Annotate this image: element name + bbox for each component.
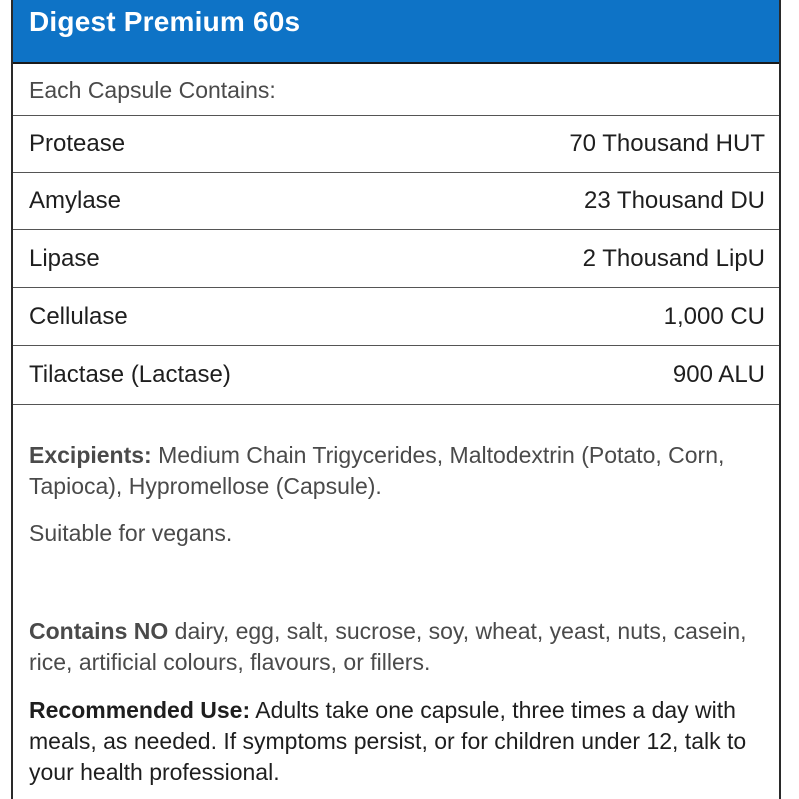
- ingredient-row: [13, 346, 779, 405]
- supplement-facts-panel: [11, 0, 781, 799]
- serving-label: Each Capsule Contains:: [29, 77, 276, 103]
- serving-header: [13, 64, 779, 116]
- recommended-use-paragraph: [29, 695, 769, 788]
- excipients-label: Excipients:: [29, 442, 152, 468]
- excipients-text: Medium Chain Trigycerides, Maltodextrin (Potato, Corn, Tapioca), Hypromellose (Capsule).: [29, 442, 725, 499]
- product-header: [13, 0, 779, 64]
- ingredient-name: Cellulase: [29, 303, 128, 330]
- product-title: Digest Premium 60s: [29, 6, 301, 37]
- recommended-use-text: Adults take one capsule, three times a day with meals, as needed. If symptoms persist, or for children under 12, talk to your health professional.: [29, 697, 747, 785]
- contains-no-label: Contains NO: [29, 618, 169, 644]
- ingredient-row: [13, 116, 779, 173]
- ingredient-name: Protease: [29, 130, 126, 157]
- ingredient-amount: 70 Thousand HUT: [569, 130, 765, 157]
- ingredient-amount: 2 Thousand LipU: [582, 245, 765, 272]
- ingredient-amount: 900 ALU: [672, 361, 765, 388]
- ingredient-amount: 1,000 CU: [663, 303, 765, 330]
- contains-no-text: dairy, egg, salt, sucrose, soy, wheat, yeast, nuts, casein, rice, artificial colours, flavours, or fillers.: [29, 618, 747, 675]
- ingredient-row: [13, 173, 779, 230]
- ingredient-name: Tilactase (Lactase): [29, 361, 231, 388]
- recommended-use-label: Recommended Use:: [29, 697, 251, 723]
- excipients-paragraph: [29, 440, 769, 502]
- vegan-note: Suitable for vegans.: [29, 520, 233, 546]
- ingredient-amount: 23 Thousand DU: [583, 187, 765, 214]
- ingredient-row: [13, 288, 779, 346]
- ingredient-row: [13, 230, 779, 288]
- ingredient-name: Amylase: [29, 187, 122, 214]
- ingredient-name: Lipase: [29, 245, 100, 272]
- contains-no-paragraph: [29, 616, 769, 678]
